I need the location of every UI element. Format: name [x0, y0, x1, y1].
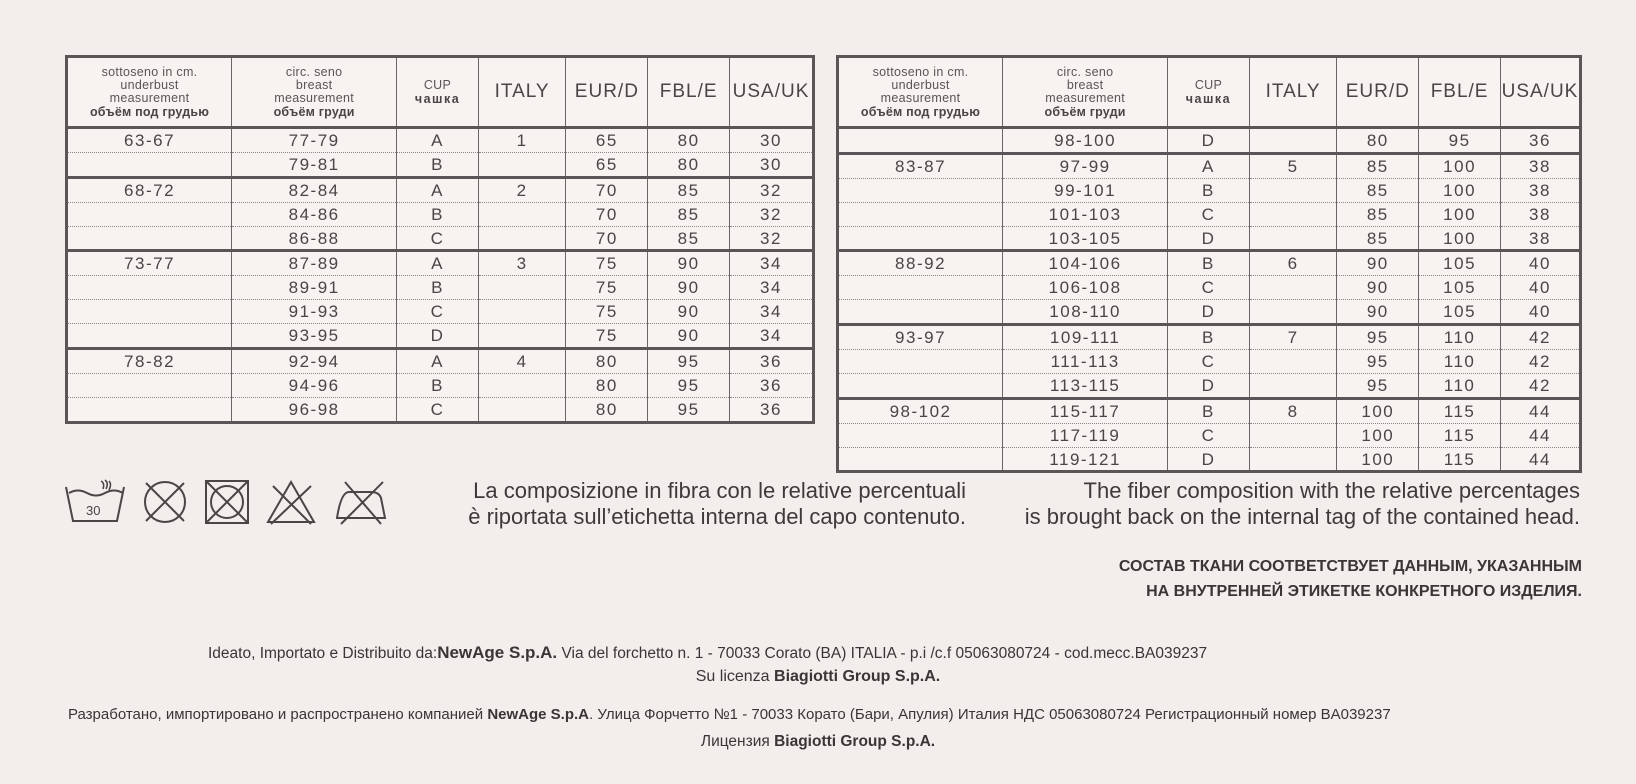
eur-size-cell: 90 — [1337, 251, 1419, 276]
usa-size-cell: 36 — [1500, 128, 1580, 154]
usa-size-cell: 32 — [730, 177, 814, 202]
table-row — [838, 202, 1581, 226]
italy-size-cell — [478, 152, 566, 177]
footer-ru-address: . Улица Форчетто №1 - 70033 Корато (Бари, Апулия) Италия НДС 05063080724 Регистрационный номер BA039237 — [589, 706, 1391, 723]
cup-cell: B — [1168, 325, 1250, 350]
fbl-size-cell: 95 — [1419, 128, 1501, 154]
fbl-size-cell: 115 — [1419, 423, 1501, 447]
cup-cell: C — [1168, 350, 1250, 374]
footer-it-license-prefix: Su licenza — [695, 668, 775, 685]
underbust-cell — [838, 447, 1003, 472]
eur-size-cell: 80 — [566, 397, 648, 422]
cup-cell: C — [397, 226, 479, 251]
underbust-cell — [838, 226, 1003, 251]
underbust-cell: 98-102 — [838, 398, 1003, 423]
breast-cell: 94-96 — [232, 373, 397, 397]
table-header-row — [67, 57, 814, 128]
italy-size-cell: 3 — [478, 251, 566, 276]
usa-header: USA/UK — [1500, 57, 1580, 128]
size-table-right-body — [838, 128, 1581, 472]
eur-size-cell: 65 — [566, 152, 648, 177]
italy-size-cell: 6 — [1249, 251, 1337, 276]
breast-cell: 82-84 — [232, 177, 397, 202]
footer-importer-italian — [208, 643, 1448, 663]
fbl-size-cell: 110 — [1419, 350, 1501, 374]
table-row — [838, 128, 1581, 154]
italy-size-cell — [1249, 226, 1337, 251]
breast-cell: 101-103 — [1003, 202, 1168, 226]
italy-size-cell — [1249, 350, 1337, 374]
breast-cell: 84-86 — [232, 202, 397, 226]
eur-size-cell: 95 — [1337, 325, 1419, 350]
usa-size-cell: 36 — [730, 397, 814, 422]
cup-header: CUP чашка — [1168, 57, 1250, 128]
cup-cell: C — [1168, 202, 1250, 226]
breast-cell: 79-81 — [232, 152, 397, 177]
eur-size-cell: 85 — [1337, 153, 1419, 178]
breast-cell: 103-105 — [1003, 226, 1168, 251]
eur-size-cell: 80 — [566, 349, 648, 374]
footer-it-prefix: Ideato, Importato e Distribuito da: — [208, 645, 438, 662]
fbl-size-cell: 100 — [1419, 226, 1501, 251]
breast-cell: 115-117 — [1003, 398, 1168, 423]
underbust-cell — [838, 202, 1003, 226]
care-symbols — [63, 478, 391, 526]
eur-size-cell: 75 — [566, 324, 648, 349]
italy-size-cell: 7 — [1249, 325, 1337, 350]
italy-size-cell — [1249, 202, 1337, 226]
italy-size-cell — [1249, 300, 1337, 325]
table-row — [67, 128, 814, 153]
eur-size-cell: 95 — [1337, 350, 1419, 374]
cup-cell: B — [1168, 178, 1250, 202]
fbl-header: FBL/E — [1419, 57, 1501, 128]
italy-size-cell: 2 — [478, 177, 566, 202]
table-row — [838, 178, 1581, 202]
eur-size-cell: 70 — [566, 226, 648, 251]
eur-size-cell: 80 — [1337, 128, 1419, 154]
table-row — [838, 153, 1581, 178]
italy-size-cell — [478, 397, 566, 422]
breast-cell: 99-101 — [1003, 178, 1168, 202]
underbust-cell — [67, 276, 232, 300]
eur-size-cell: 85 — [1337, 202, 1419, 226]
footer-it-company: NewAge S.p.A. — [437, 643, 558, 662]
do-not-bleach-icon — [265, 478, 317, 526]
composition-it-line-1: La composizione in fibra con le relative percentuali — [473, 478, 966, 503]
eur-size-cell: 75 — [566, 300, 648, 324]
underbust-cell — [67, 373, 232, 397]
usa-size-cell: 32 — [730, 202, 814, 226]
fbl-size-cell: 80 — [648, 128, 730, 153]
fbl-size-cell: 100 — [1419, 153, 1501, 178]
eur-size-cell: 75 — [566, 251, 648, 276]
breast-header: circ. seno breast measurement объём груди — [232, 57, 397, 128]
table-row — [67, 177, 814, 202]
eur-header: EUR/D — [566, 57, 648, 128]
cup-cell: C — [1168, 276, 1250, 300]
usa-size-cell: 32 — [730, 226, 814, 251]
usa-size-cell: 44 — [1500, 423, 1580, 447]
breast-cell: 93-95 — [232, 324, 397, 349]
usa-header: USA/UK — [730, 57, 814, 128]
footer-it-address: Via del forchetto n. 1 - 70033 Corato (BA) ITALIA - p.i /c.f 05063080724 - cod.mecc.BA039237 — [557, 645, 1208, 662]
cup-cell: B — [397, 152, 479, 177]
fbl-size-cell: 85 — [648, 177, 730, 202]
fbl-size-cell: 95 — [648, 373, 730, 397]
footer-importer-russian — [68, 706, 1588, 723]
composition-en-line-1: The fiber composition with the relative percentages — [1083, 478, 1580, 503]
cup-cell: C — [397, 300, 479, 324]
underbust-cell: 88-92 — [838, 251, 1003, 276]
italy-size-cell — [478, 300, 566, 324]
underbust-cell — [838, 128, 1003, 154]
cup-cell: A — [397, 177, 479, 202]
composition-note-italian — [420, 478, 966, 530]
fbl-size-cell: 100 — [1419, 178, 1501, 202]
table-row — [838, 398, 1581, 423]
italy-header: ITALY — [478, 57, 566, 128]
breast-cell: 98-100 — [1003, 128, 1168, 154]
cup-cell: A — [397, 251, 479, 276]
table-row — [67, 226, 814, 251]
cup-cell: C — [1168, 423, 1250, 447]
footer-ru-company: NewAge S.p.A — [487, 706, 589, 723]
table-row — [838, 251, 1581, 276]
breast-cell: 106-108 — [1003, 276, 1168, 300]
do-not-iron-icon — [331, 478, 391, 526]
size-table-right — [836, 55, 1582, 473]
do-not-dry-clean-icon — [203, 478, 251, 526]
eur-size-cell: 85 — [1337, 178, 1419, 202]
eur-size-cell: 100 — [1337, 423, 1419, 447]
usa-size-cell: 44 — [1500, 447, 1580, 472]
footer-it-license: Biagiotti Group S.p.A. — [774, 668, 941, 685]
table-header-row — [838, 57, 1581, 128]
composition-ru-line-2: НА ВНУТРЕННЕЙ ЭТИКЕТКЕ КОНКРЕТНОГО ИЗДЕЛИЯ. — [1146, 583, 1582, 600]
italy-size-cell — [478, 324, 566, 349]
eur-size-cell: 85 — [1337, 226, 1419, 251]
underbust-cell — [67, 152, 232, 177]
breast-cell: 108-110 — [1003, 300, 1168, 325]
fbl-size-cell: 115 — [1419, 398, 1501, 423]
cup-cell: D — [1168, 447, 1250, 472]
breast-cell: 91-93 — [232, 300, 397, 324]
usa-size-cell: 34 — [730, 251, 814, 276]
cup-cell: D — [1168, 226, 1250, 251]
table-row — [67, 397, 814, 422]
footer-ru-license: Biagiotti Group S.p.A. — [774, 733, 936, 750]
table-row — [838, 276, 1581, 300]
cup-cell: B — [397, 202, 479, 226]
fbl-size-cell: 85 — [648, 202, 730, 226]
underbust-cell: 83-87 — [838, 153, 1003, 178]
eur-size-cell: 80 — [566, 373, 648, 397]
breast-cell: 104-106 — [1003, 251, 1168, 276]
fbl-size-cell: 80 — [648, 152, 730, 177]
eur-size-cell: 100 — [1337, 398, 1419, 423]
table-row — [838, 226, 1581, 251]
underbust-cell — [838, 276, 1003, 300]
underbust-cell: 93-97 — [838, 325, 1003, 350]
footer-license-russian — [0, 733, 1636, 751]
breast-cell: 89-91 — [232, 276, 397, 300]
table-row — [67, 349, 814, 374]
cup-cell: A — [397, 128, 479, 153]
table-row — [838, 423, 1581, 447]
table-row — [67, 276, 814, 300]
composition-ru-line-1: СОСТАВ ТКАНИ СООТВЕТСТВУЕТ ДАННЫМ, УКАЗАННЫМ — [1118, 558, 1582, 575]
table-row — [838, 300, 1581, 325]
usa-size-cell: 30 — [730, 128, 814, 153]
underbust-cell — [838, 178, 1003, 202]
usa-size-cell: 36 — [730, 349, 814, 374]
footer-ru-license-prefix: Лицензия — [700, 733, 775, 750]
italy-size-cell — [1249, 276, 1337, 300]
italy-size-cell — [478, 226, 566, 251]
italy-size-cell — [478, 202, 566, 226]
table-row — [67, 300, 814, 324]
cup-cell: D — [1168, 373, 1250, 398]
usa-size-cell: 40 — [1500, 276, 1580, 300]
composition-en-line-2: is brought back on the internal tag of the contained head. — [1024, 504, 1580, 529]
usa-size-cell: 38 — [1500, 178, 1580, 202]
cup-cell: D — [1168, 128, 1250, 154]
cup-cell: D — [1168, 300, 1250, 325]
fbl-size-cell: 100 — [1419, 202, 1501, 226]
underbust-cell — [838, 423, 1003, 447]
breast-cell: 86-88 — [232, 226, 397, 251]
usa-size-cell: 36 — [730, 373, 814, 397]
eur-header: EUR/D — [1337, 57, 1419, 128]
composition-it-line-2: è riportata sull’etichetta interna del capo contenuto. — [468, 504, 966, 529]
italy-size-cell — [1249, 128, 1337, 154]
fbl-header: FBL/E — [648, 57, 730, 128]
usa-size-cell: 34 — [730, 300, 814, 324]
fbl-size-cell: 95 — [648, 397, 730, 422]
breast-cell: 92-94 — [232, 349, 397, 374]
breast-cell: 77-79 — [232, 128, 397, 153]
underbust-cell: 73-77 — [67, 251, 232, 276]
composition-note-english — [990, 478, 1580, 530]
underbust-cell — [67, 226, 232, 251]
fbl-size-cell: 110 — [1419, 373, 1501, 398]
usa-size-cell: 34 — [730, 324, 814, 349]
fbl-size-cell: 105 — [1419, 300, 1501, 325]
do-not-tumble-dry-icon — [141, 478, 189, 526]
footer-ru-prefix: Разработано, импортировано и распространено компанией — [68, 706, 488, 723]
underbust-header: sottoseno in cm. underbust measurement объём под грудью — [67, 57, 232, 128]
italy-header: ITALY — [1249, 57, 1337, 128]
eur-size-cell: 70 — [566, 177, 648, 202]
usa-size-cell: 40 — [1500, 300, 1580, 325]
underbust-cell — [838, 350, 1003, 374]
size-table-left-body — [67, 128, 814, 423]
underbust-header: sottoseno in cm. underbust measurement объём под грудью — [838, 57, 1003, 128]
fbl-size-cell: 90 — [648, 251, 730, 276]
cup-cell: A — [397, 349, 479, 374]
footer-license-italian — [0, 668, 1636, 686]
italy-size-cell — [1249, 423, 1337, 447]
usa-size-cell: 42 — [1500, 325, 1580, 350]
fbl-size-cell: 90 — [648, 276, 730, 300]
table-row — [67, 202, 814, 226]
eur-size-cell: 65 — [566, 128, 648, 153]
breast-cell: 117-119 — [1003, 423, 1168, 447]
table-row — [67, 152, 814, 177]
usa-size-cell: 38 — [1500, 153, 1580, 178]
eur-size-cell: 70 — [566, 202, 648, 226]
fbl-size-cell: 110 — [1419, 325, 1501, 350]
table-row — [838, 447, 1581, 472]
italy-size-cell: 8 — [1249, 398, 1337, 423]
italy-size-cell — [478, 276, 566, 300]
breast-cell: 97-99 — [1003, 153, 1168, 178]
fbl-size-cell: 90 — [648, 300, 730, 324]
italy-size-cell — [1249, 373, 1337, 398]
breast-cell: 111-113 — [1003, 350, 1168, 374]
usa-size-cell: 34 — [730, 276, 814, 300]
eur-size-cell: 90 — [1337, 300, 1419, 325]
table-row — [67, 251, 814, 276]
underbust-cell — [67, 202, 232, 226]
eur-size-cell: 95 — [1337, 373, 1419, 398]
cup-cell: B — [397, 373, 479, 397]
underbust-cell — [67, 324, 232, 349]
eur-size-cell: 100 — [1337, 447, 1419, 472]
underbust-cell: 63-67 — [67, 128, 232, 153]
usa-size-cell: 38 — [1500, 226, 1580, 251]
breast-cell: 87-89 — [232, 251, 397, 276]
eur-size-cell: 90 — [1337, 276, 1419, 300]
italy-size-cell: 5 — [1249, 153, 1337, 178]
underbust-cell — [67, 397, 232, 422]
italy-size-cell: 1 — [478, 128, 566, 153]
fbl-size-cell: 115 — [1419, 447, 1501, 472]
cup-cell: D — [397, 324, 479, 349]
fbl-size-cell: 95 — [648, 349, 730, 374]
underbust-cell: 78-82 — [67, 349, 232, 374]
eur-size-cell: 75 — [566, 276, 648, 300]
breast-header: circ. seno breast measurement объём груди — [1003, 57, 1168, 128]
fbl-size-cell: 90 — [648, 324, 730, 349]
table-row — [838, 373, 1581, 398]
fbl-size-cell: 105 — [1419, 251, 1501, 276]
hand-wash-30-icon — [63, 479, 127, 525]
fbl-size-cell: 85 — [648, 226, 730, 251]
breast-cell: 119-121 — [1003, 447, 1168, 472]
underbust-cell — [838, 300, 1003, 325]
breast-cell: 96-98 — [232, 397, 397, 422]
usa-size-cell: 38 — [1500, 202, 1580, 226]
cup-cell: B — [1168, 251, 1250, 276]
cup-cell: A — [1168, 153, 1250, 178]
underbust-cell — [67, 300, 232, 324]
italy-size-cell — [478, 373, 566, 397]
composition-note-russian — [980, 554, 1582, 604]
underbust-cell — [838, 373, 1003, 398]
italy-size-cell — [1249, 447, 1337, 472]
usa-size-cell: 44 — [1500, 398, 1580, 423]
usa-size-cell: 30 — [730, 152, 814, 177]
breast-cell: 113-115 — [1003, 373, 1168, 398]
usa-size-cell: 42 — [1500, 350, 1580, 374]
italy-size-cell: 4 — [478, 349, 566, 374]
cup-cell: C — [397, 397, 479, 422]
wash-temperature-label: 30 — [86, 503, 101, 518]
table-row — [67, 373, 814, 397]
italy-size-cell — [1249, 178, 1337, 202]
cup-cell: B — [397, 276, 479, 300]
usa-size-cell: 42 — [1500, 373, 1580, 398]
breast-cell: 109-111 — [1003, 325, 1168, 350]
cup-header: CUP чашка — [397, 57, 479, 128]
table-row — [838, 350, 1581, 374]
table-row — [67, 324, 814, 349]
usa-size-cell: 40 — [1500, 251, 1580, 276]
table-row — [838, 325, 1581, 350]
cup-cell: B — [1168, 398, 1250, 423]
underbust-cell: 68-72 — [67, 177, 232, 202]
fbl-size-cell: 105 — [1419, 276, 1501, 300]
size-table-left — [65, 55, 815, 424]
